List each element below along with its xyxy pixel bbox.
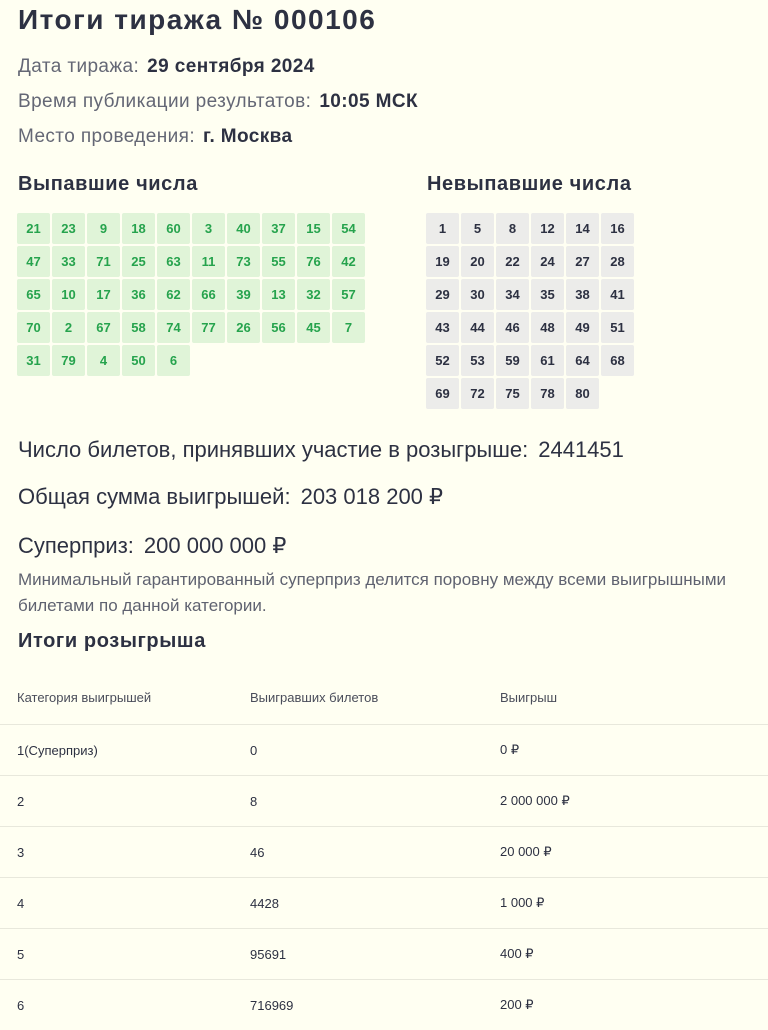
drawn-number-ball: 62: [157, 279, 190, 310]
undrawn-number-ball: 35: [531, 279, 564, 310]
column-header-winning-tickets: Выигравших билетов: [250, 670, 500, 725]
drawn-number-ball: 77: [192, 312, 225, 343]
drawn-number-ball: 67: [87, 312, 120, 343]
undrawn-number-ball: 20: [461, 246, 494, 277]
drawn-number-ball: 17: [87, 279, 120, 310]
undrawn-number-ball: 12: [531, 213, 564, 244]
draw-location-value: г. Москва: [203, 126, 292, 147]
prize-cell: 400 ₽: [500, 929, 768, 980]
winning-tickets-cell: 4428: [250, 878, 500, 929]
draw-location-label: Место проведения:: [18, 126, 195, 147]
total-winnings: [18, 484, 443, 510]
tickets-count-value: 2441451: [538, 437, 624, 462]
drawn-number-ball: 55: [262, 246, 295, 277]
draw-date: [18, 56, 315, 78]
drawn-number-ball: 56: [262, 312, 295, 343]
total-winnings-value: 203 018 200 ₽: [301, 484, 443, 509]
drawn-number-ball: 70: [17, 312, 50, 343]
category-cell: 2: [0, 776, 250, 827]
undrawn-number-ball: 29: [426, 279, 459, 310]
tickets-count-label: Число билетов, принявших участие в розыгрыше:: [18, 437, 528, 462]
winning-tickets-cell: 716969: [250, 980, 500, 1030]
drawn-number-ball: 73: [227, 246, 260, 277]
drawn-number-ball: 39: [227, 279, 260, 310]
category-cell: 5: [0, 929, 250, 980]
prize-cell: 0 ₽: [500, 725, 768, 776]
prize-cell: 200 ₽: [500, 980, 768, 1030]
drawn-number-ball: 3: [192, 213, 225, 244]
undrawn-number-ball: 19: [426, 246, 459, 277]
drawn-number-ball: 79: [52, 345, 85, 376]
superprize-value: 200 000 000 ₽: [144, 533, 286, 558]
draw-date-label: Дата тиража:: [18, 56, 139, 77]
drawn-number-ball: 36: [122, 279, 155, 310]
results-table: [0, 670, 768, 1030]
drawn-number-ball: 47: [17, 246, 50, 277]
total-winnings-label: Общая сумма выигрышей:: [18, 484, 291, 509]
drawn-number-ball: 21: [17, 213, 50, 244]
publish-time: [18, 91, 418, 113]
page-title: Итоги тиража № 000106: [18, 4, 376, 36]
winning-tickets-cell: 95691: [250, 929, 500, 980]
undrawn-number-ball: 61: [531, 345, 564, 376]
drawn-number-ball: 57: [332, 279, 365, 310]
drawn-number-ball: 37: [262, 213, 295, 244]
drawn-number-ball: 54: [332, 213, 365, 244]
undrawn-number-ball: 14: [566, 213, 599, 244]
undrawn-number-ball: 22: [496, 246, 529, 277]
drawn-number-ball: 66: [192, 279, 225, 310]
undrawn-number-ball: 24: [531, 246, 564, 277]
category-cell: 4: [0, 878, 250, 929]
drawn-number-ball: 9: [87, 213, 120, 244]
category-cell: 6: [0, 980, 250, 1030]
drawn-number-ball: 71: [87, 246, 120, 277]
drawn-number-ball: 25: [122, 246, 155, 277]
drawn-number-ball: 63: [157, 246, 190, 277]
undrawn-number-ball: 5: [461, 213, 494, 244]
undrawn-number-ball: 28: [601, 246, 634, 277]
column-header-prize: Выигрыш: [500, 670, 768, 725]
prize-cell: 20 000 ₽: [500, 827, 768, 878]
undrawn-number-ball: 49: [566, 312, 599, 343]
superprize-label: Суперприз:: [18, 533, 134, 558]
drawn-number-ball: 15: [297, 213, 330, 244]
drawn-number-ball: 26: [227, 312, 260, 343]
undrawn-number-ball: 72: [461, 378, 494, 409]
undrawn-number-ball: 41: [601, 279, 634, 310]
undrawn-number-ball: 46: [496, 312, 529, 343]
undrawn-number-ball: 27: [566, 246, 599, 277]
table-row: [0, 827, 768, 878]
table-row: [0, 929, 768, 980]
undrawn-number-ball: 44: [461, 312, 494, 343]
undrawn-numbers-grid: [426, 213, 634, 409]
drawn-number-ball: 45: [297, 312, 330, 343]
drawn-number-ball: 33: [52, 246, 85, 277]
prize-cell: 2 000 000 ₽: [500, 776, 768, 827]
winning-tickets-cell: 8: [250, 776, 500, 827]
undrawn-number-ball: 78: [531, 378, 564, 409]
publish-time-value: 10:05 МСК: [319, 91, 418, 112]
category-cell: 1(Суперприз): [0, 725, 250, 776]
undrawn-number-ball: 52: [426, 345, 459, 376]
drawn-number-ball: 13: [262, 279, 295, 310]
drawn-number-ball: 4: [87, 345, 120, 376]
tickets-count: [18, 437, 624, 463]
undrawn-number-ball: 48: [531, 312, 564, 343]
drawn-number-ball: 32: [297, 279, 330, 310]
undrawn-number-ball: 80: [566, 378, 599, 409]
table-row: [0, 776, 768, 827]
drawn-number-ball: 60: [157, 213, 190, 244]
drawn-number-ball: 18: [122, 213, 155, 244]
drawn-numbers-grid: [17, 213, 365, 376]
draw-location: [18, 126, 292, 148]
undrawn-number-ball: 30: [461, 279, 494, 310]
undrawn-number-ball: 1: [426, 213, 459, 244]
prize-cell: 1 000 ₽: [500, 878, 768, 929]
undrawn-number-ball: 59: [496, 345, 529, 376]
drawn-number-ball: 58: [122, 312, 155, 343]
results-heading: Итоги розыгрыша: [18, 630, 206, 653]
winning-tickets-cell: 0: [250, 725, 500, 776]
drawn-number-ball: 6: [157, 345, 190, 376]
drawn-number-ball: 7: [332, 312, 365, 343]
publish-time-label: Время публикации результатов:: [18, 91, 311, 112]
undrawn-numbers-heading: Невыпавшие числа: [427, 173, 632, 196]
table-row: [0, 725, 768, 776]
drawn-number-ball: 74: [157, 312, 190, 343]
superprize-note: Минимальный гарантированный суперприз делится поровну между всеми выигрышными билетами по данной категории.: [18, 567, 738, 619]
undrawn-number-ball: 53: [461, 345, 494, 376]
table-header-row: [0, 670, 768, 725]
drawn-number-ball: 40: [227, 213, 260, 244]
drawn-number-ball: 23: [52, 213, 85, 244]
drawn-number-ball: 76: [297, 246, 330, 277]
drawn-number-ball: 50: [122, 345, 155, 376]
table-row: [0, 878, 768, 929]
drawn-number-ball: 31: [17, 345, 50, 376]
undrawn-number-ball: 8: [496, 213, 529, 244]
drawn-number-ball: 42: [332, 246, 365, 277]
undrawn-number-ball: 69: [426, 378, 459, 409]
undrawn-number-ball: 64: [566, 345, 599, 376]
drawn-number-ball: 10: [52, 279, 85, 310]
drawn-number-ball: 2: [52, 312, 85, 343]
winning-tickets-cell: 46: [250, 827, 500, 878]
drawn-numbers-heading: Выпавшие числа: [18, 173, 198, 196]
undrawn-number-ball: 68: [601, 345, 634, 376]
drawn-number-ball: 11: [192, 246, 225, 277]
column-header-category: Категория выигрышей: [0, 670, 250, 725]
undrawn-number-ball: 34: [496, 279, 529, 310]
undrawn-number-ball: 51: [601, 312, 634, 343]
draw-date-value: 29 сентября 2024: [147, 56, 315, 77]
superprize: [18, 533, 286, 559]
undrawn-number-ball: 16: [601, 213, 634, 244]
undrawn-number-ball: 38: [566, 279, 599, 310]
undrawn-number-ball: 43: [426, 312, 459, 343]
table-row: [0, 980, 768, 1030]
drawn-number-ball: 65: [17, 279, 50, 310]
undrawn-number-ball: 75: [496, 378, 529, 409]
category-cell: 3: [0, 827, 250, 878]
